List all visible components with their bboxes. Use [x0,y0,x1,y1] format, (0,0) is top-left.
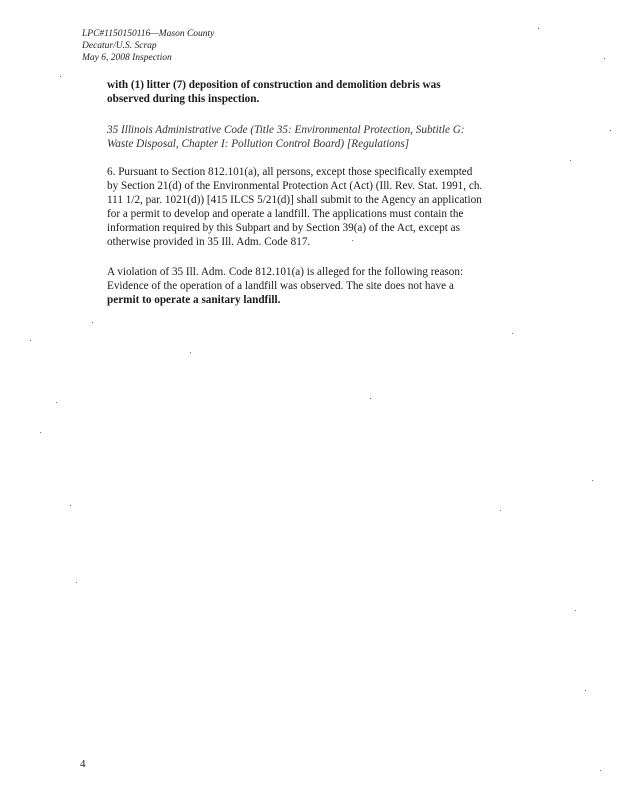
regulation-title-line-2: Waste Disposal, Chapter I: Pollution Control Board) [Regulations] [107,138,410,150]
section-6-paragraph [107,165,527,249]
scan-speck [92,322,93,323]
section-6-line-6: otherwise provided in 35 Ill. Adm. Code 817. [107,236,311,248]
header-inspection-date: May 6, 2008 Inspection [82,53,172,63]
scan-speck [604,58,605,59]
page-number: 4 [80,758,86,770]
scan-speck [570,160,571,161]
header-case-number: LPC#1150150116—Mason County [82,29,215,39]
scan-speck [190,352,191,353]
header-site-name: Decatur/U.S. Scrap [82,41,157,51]
scan-speck [600,770,601,771]
scan-speck [30,340,31,341]
regulation-title [107,123,527,151]
violation-reason-paragraph [107,265,527,307]
section-6-line-4: for a permit to develop and operate a landfill. The applications must contain the [107,208,464,220]
scan-speck [538,28,539,29]
scan-speck [592,480,593,481]
scan-speck [575,610,576,611]
scan-speck [352,240,353,241]
scan-speck [40,432,41,433]
section-6-line-1: 6. Pursuant to Section 812.101(a), all persons, except those specifically exempted [107,166,473,178]
scan-speck [70,505,71,506]
section-6-line-2: by Section 21(d) of the Environmental Protection Act (Act) (Ill. Rev. Stat. 1991, ch. [107,180,483,192]
violation-reason-line-1: A violation of 35 Ill. Adm. Code 812.101(a) is alleged for the following reason: [107,266,464,278]
violation-continuation-line-1: with (1) litter (7) deposition of construction and demolition debris was [107,79,441,91]
violation-reason-line-2: Evidence of the operation of a landfill was observed. The site does not have a [107,280,454,292]
scan-speck [76,582,77,583]
section-6-line-5: information required by this Subpart and by Section 39(a) of the Act, except as [107,222,460,234]
scan-speck [512,333,513,334]
scan-speck [60,76,61,77]
violation-continuation-paragraph [107,78,527,106]
scan-speck [610,130,611,131]
violation-reason-line-3: permit to operate a sanitary landfill. [107,294,281,306]
scan-speck [56,402,57,403]
scan-speck [500,510,501,511]
document-header [82,28,214,64]
scan-speck [370,398,371,399]
regulation-title-line-1: 35 Illinois Administrative Code (Title 35: Environmental Protection, Subtitle G: [107,124,465,136]
violation-continuation-line-2: observed during this inspection. [107,93,260,105]
scan-speck [585,690,586,691]
section-6-line-3: 111 1/2, par. 1021(d)) [415 ILCS 5/21(d)] shall submit to the Agency an application [107,194,482,206]
